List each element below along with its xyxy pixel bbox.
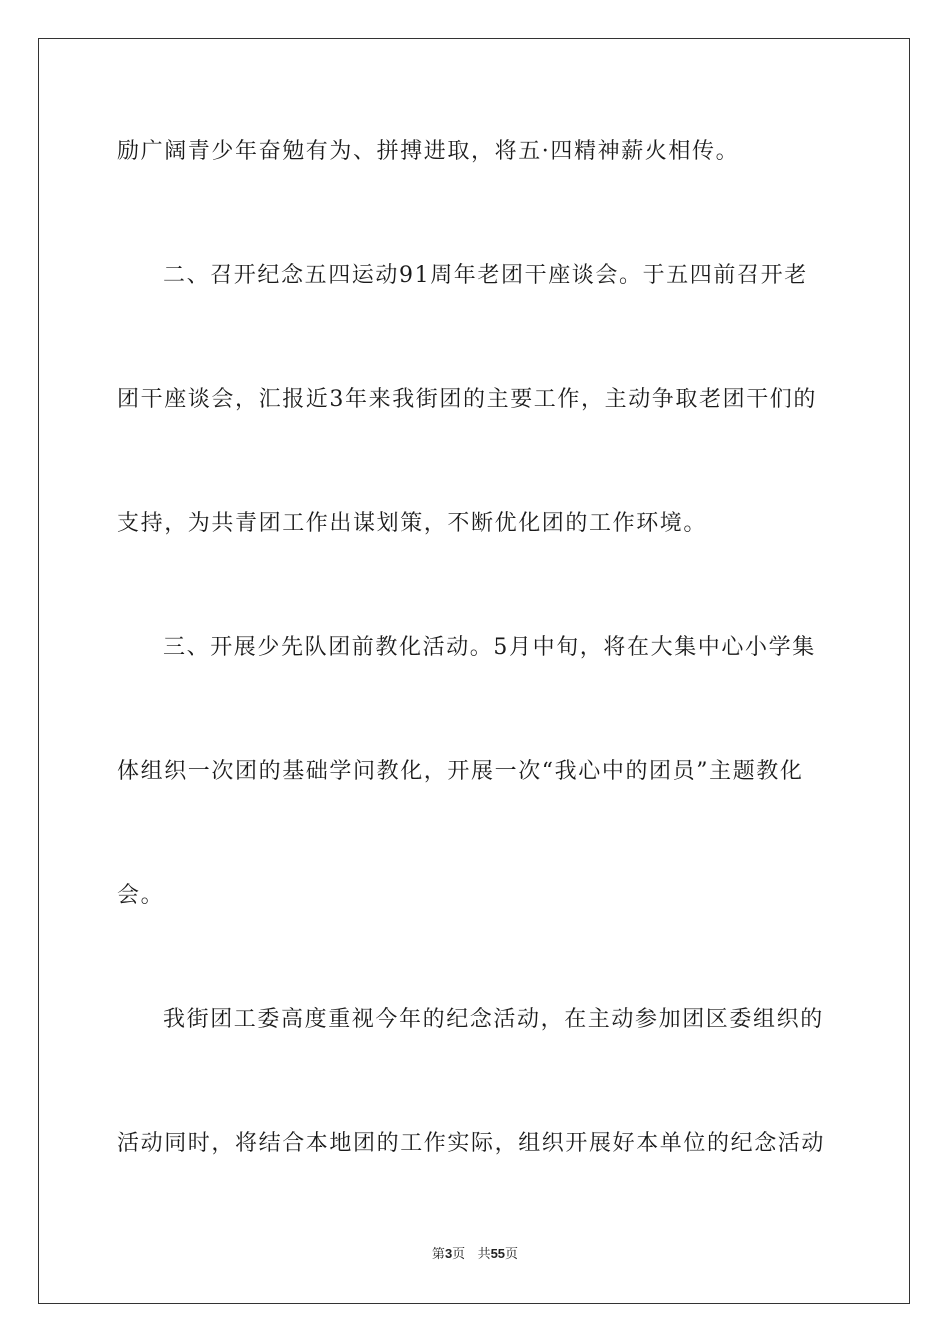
text-line-2: 二、召开纪念五四运动91周年老团干座谈会。于五四前召开老 [163,263,808,288]
text-line-7: 会。 [117,883,165,908]
text-line-9: 活动同时，将结合本地团的工作实际，组织开展好本单位的纪念活动 [117,1131,826,1156]
text-line-4: 支持，为共青团工作出谋划策，不断优化团的工作环境。 [117,511,708,536]
footer-total-pages: 55 [490,1246,506,1261]
footer-page-suffix: 页 共 [452,1247,491,1262]
text-line-5: 三、开展少先队团前教化活动。5月中旬，将在大集中心小学集 [163,635,816,660]
footer-page-number: 3 [444,1246,453,1261]
text-line-8: 我街团工委高度重视今年的纪念活动，在主动参加团区委组织的 [163,1007,824,1032]
text-line-3: 团干座谈会，汇报近3年来我街团的主要工作，主动争取老团干们的 [117,387,817,412]
footer-page-prefix: 第 [431,1247,445,1262]
page-border [38,38,910,1304]
page-footer [0,1245,950,1264]
text-line-6: 体组织一次团的基础学问教化，开展一次“我心中的团员”主题教化 [117,759,804,784]
footer-total-suffix: 页 [505,1247,519,1262]
text-line-1: 励广阔青少年奋勉有为、拼搏进取，将五·四精神薪火相传。 [117,139,740,164]
